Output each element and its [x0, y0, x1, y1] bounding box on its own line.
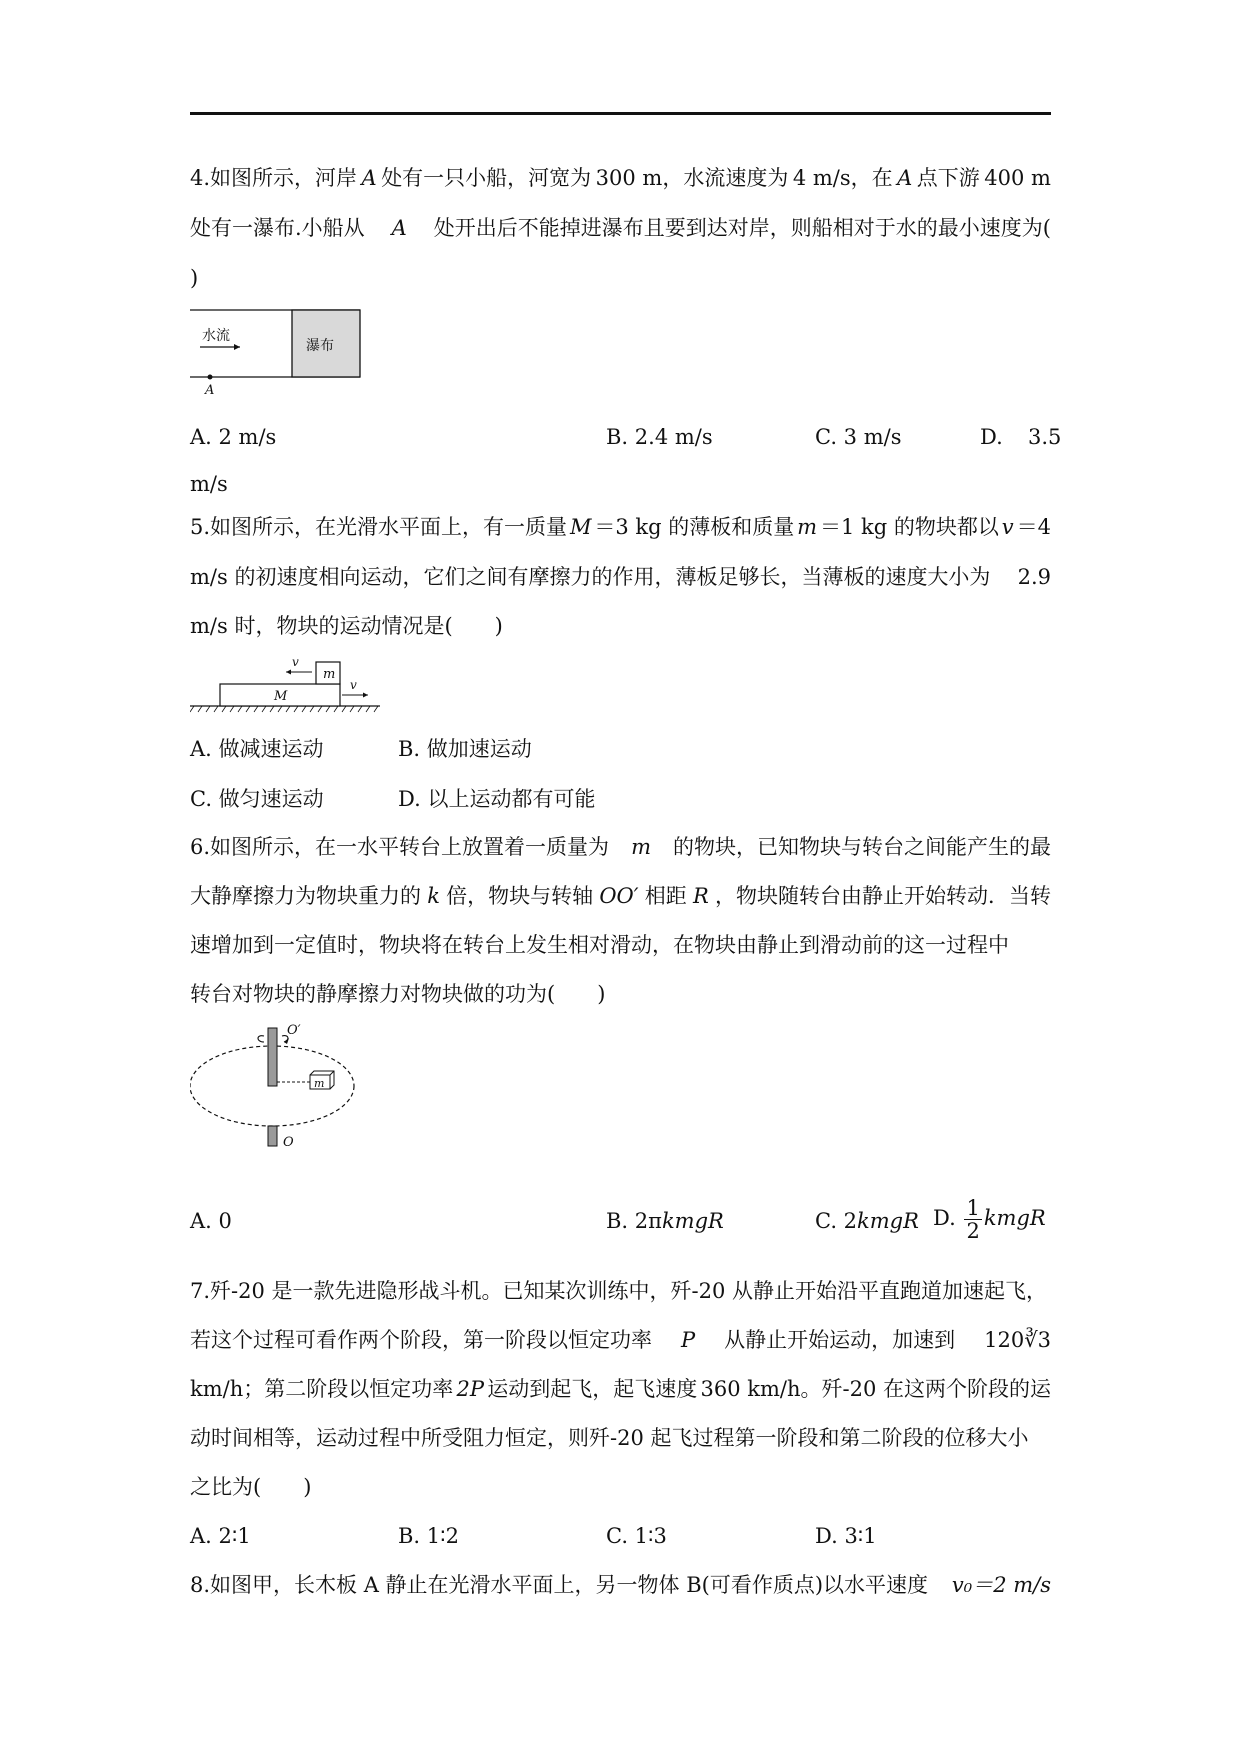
board-M-label: M: [274, 689, 288, 704]
q6-line-4: 转台对物块的静摩擦力对物块做的功为( ): [190, 982, 606, 1006]
q6-option-c: C. 2kmgR: [815, 1209, 919, 1233]
q5-block-figure: [190, 648, 390, 718]
q7-line-5: 之比为( ): [190, 1475, 312, 1499]
velocity-m-label: v: [292, 655, 299, 669]
block-m-label: m: [314, 1077, 325, 1090]
q6-line-2: 大静摩擦力为物块重力的 k 倍，物块与转轴 OO′ 相距 R ，物块随转台由静止开始转动．当转: [190, 884, 1051, 908]
q5-option-c: C. 做匀速运动: [190, 787, 324, 811]
q7-line-4: 动时间相等，运动过程中所受阻力恒定，则歼-20 起飞过程第一阶段和第二阶段的位移大小: [190, 1426, 1029, 1450]
q7-option-d: D. 3∶1: [815, 1524, 877, 1548]
q6-line-3: 速增加到一定值时，物块将在转台上发生相对滑动，在物块由静止到滑动前的这一过程中: [190, 933, 1009, 957]
q4-option-d-letter: D.: [980, 425, 1003, 449]
axis-bottom-label: O: [283, 1135, 294, 1150]
q5-line-1: 5.如图所示，在光滑水平面上，有一质量 M ＝3 kg 的薄板和质量 m ＝1 kg 的物块都以 v ＝4: [190, 515, 1051, 539]
q6-turntable-figure: [190, 1020, 370, 1155]
q7-option-c: C. 1∶3: [606, 1524, 667, 1548]
velocity-M-label: v: [350, 678, 357, 692]
axis-lower: [268, 1126, 277, 1146]
point-a-label: A: [205, 383, 215, 398]
q4-option-c: C. 3 m/s: [815, 425, 902, 449]
waterfall-label: 瀑布: [306, 338, 334, 354]
q4-line-2: 处有一瀑布.小船从 A 处开出后不能掉进瀑布且要到达对岸，则船相对于水的最小速度为(: [190, 216, 1051, 240]
q4-option-b: B. 2.4 m/s: [606, 425, 713, 449]
q4-river-figure: [190, 300, 370, 400]
point-a-marker: [208, 375, 213, 380]
q7-line-3: km/h；第二阶段以恒定功率 2P 运动到起飞，起飞速度 360 km/h。歼-20 在这两个阶段的运: [190, 1377, 1051, 1401]
q7-line-2: 若这个过程可看作两个阶段，第一阶段以恒定功率 P 从静止开始运动，加速到 120∛3: [190, 1328, 1051, 1352]
q4-option-d-value: 3.5: [1028, 425, 1062, 449]
axis-upper: [268, 1028, 277, 1086]
q7-line-1: 7.歼-20 是一款先进隐形战斗机。已知某次训练中，歼-20 从静止开始沿平直跑道加速起飞，: [190, 1279, 1048, 1303]
q7-option-a: A. 2∶1: [190, 1524, 251, 1548]
axis-top-label: O′: [287, 1023, 301, 1038]
header-rule: [190, 112, 1051, 115]
q5-option-d: D. 以上运动都有可能: [398, 787, 596, 811]
q5-line-2: m/s 的初速度相向运动，它们之间有摩擦力的作用，薄板足够长，当薄板的速度大小为 2.9: [190, 565, 1051, 589]
q5-option-b: B. 做加速运动: [398, 737, 532, 761]
q6-option-b: B. 2πkmgR: [606, 1209, 724, 1233]
q5-option-a: A. 做减速运动: [190, 737, 324, 761]
q4-line-1: 4.如图所示，河岸 A 处有一只小船，河宽为 300 m，水流速度为 4 m/s，在 A 点下游 400 m: [190, 166, 1051, 190]
q8-line-1: 8.如图甲，长木板 A 静止在光滑水平面上，另一物体 B(可看作质点)以水平速度 v₀＝2 m/s: [190, 1573, 1051, 1597]
q6-option-d: D. $\frac{1}{2}$ kmgR: [933, 1196, 1046, 1243]
q4-line-3: ): [190, 266, 199, 290]
fraction-one-half: $\frac{1}{2}$: [966, 1196, 980, 1243]
q4-option-d-unit: m/s: [190, 472, 228, 496]
q5-line-3: m/s 时，物块的运动情况是( ): [190, 614, 503, 638]
block-m-label: m: [323, 667, 336, 682]
flow-label: 水流: [202, 328, 230, 344]
q4-option-a: A. 2 m/s: [190, 425, 277, 449]
q6-option-a: A. 0: [190, 1209, 232, 1233]
q7-option-b: B. 1∶2: [398, 1524, 459, 1548]
q6-line-1: 6.如图所示，在一水平转台上放置着一质量为 m 的物块，已知物块与转台之间能产生的最: [190, 835, 1051, 859]
